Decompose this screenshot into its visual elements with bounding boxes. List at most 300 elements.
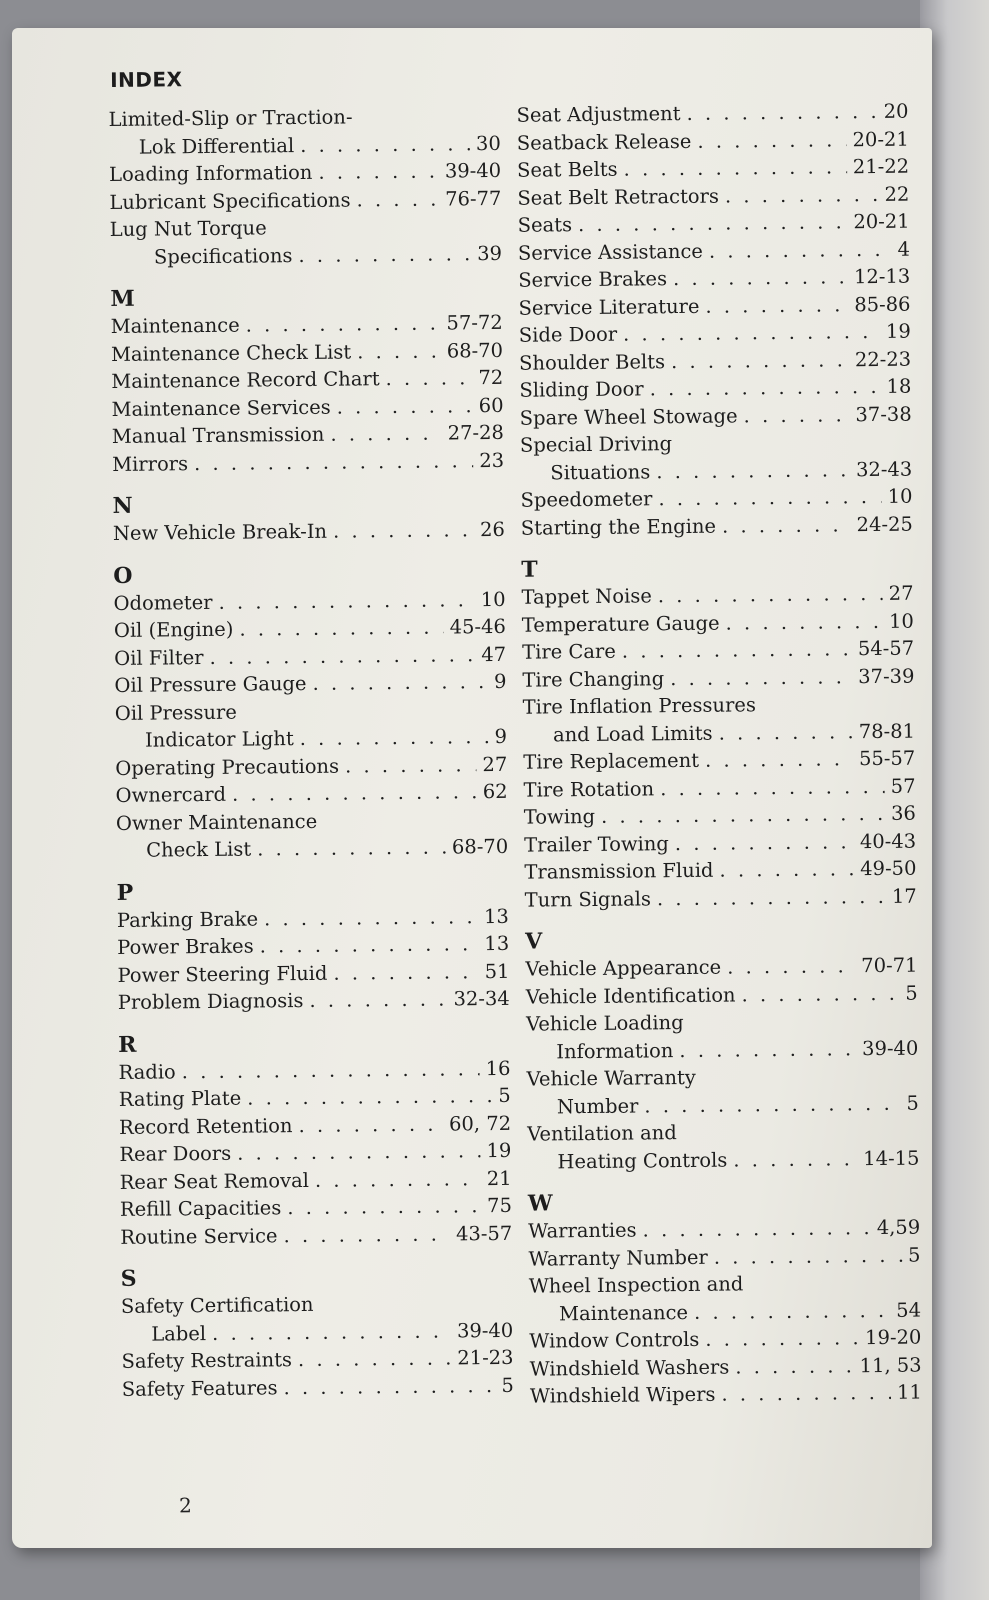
- dot-leader: [247, 1082, 492, 1112]
- entry-page: 14-15: [863, 1146, 920, 1170]
- index-entry: [526, 1034, 918, 1066]
- entry-page: 5: [501, 1373, 514, 1397]
- index-entry: [109, 129, 501, 161]
- index-entry-wrap: Special Driving: [519, 432, 673, 457]
- entry-page: 5: [905, 981, 918, 1005]
- dot-leader: [298, 240, 471, 269]
- entry-page: 4,59: [876, 1215, 921, 1240]
- index-entry: [117, 957, 509, 989]
- entry-page: 5: [906, 1091, 919, 1115]
- entry-page: 78-81: [858, 719, 916, 743]
- entry-page: 43-57: [455, 1221, 513, 1245]
- entry-page: 40-43: [859, 829, 917, 853]
- entry-text: Safety Features: [121, 1375, 278, 1401]
- entry-text: Oil (Engine): [113, 617, 234, 642]
- dot-leader: [642, 1214, 870, 1244]
- index-entry: [517, 180, 909, 212]
- index-entry-wrap: Vehicle Warranty: [526, 1065, 696, 1091]
- index-entry: [518, 290, 910, 322]
- entry-text: Manual Transmission: [111, 422, 325, 448]
- section-letter-r: R: [118, 1031, 137, 1058]
- entry-page: 26: [479, 517, 505, 542]
- entry-text: Maintenance Check List: [110, 339, 352, 366]
- index-entry: [117, 902, 509, 934]
- index-entry: [529, 1324, 921, 1356]
- index-heading: INDEX: [109, 67, 183, 92]
- dot-leader: [232, 778, 477, 808]
- entry-page: 10: [888, 609, 914, 633]
- index-entry: [112, 419, 504, 451]
- entry-page: 30: [475, 131, 501, 155]
- entry-text: Tappet Noise: [521, 584, 652, 609]
- entry-page: 47: [481, 642, 507, 666]
- entry-text: Record Retention: [118, 1113, 293, 1139]
- entry-text: Check List: [146, 837, 252, 862]
- dot-leader: [237, 1137, 481, 1167]
- dot-leader: [578, 208, 848, 238]
- entry-page: 60: [478, 393, 504, 417]
- index-entry: [522, 635, 914, 667]
- dot-leader: [312, 668, 488, 697]
- index-entry: [522, 662, 914, 694]
- index-entry: [523, 745, 915, 777]
- index-entry-wrap: Ventilation and: [527, 1121, 677, 1146]
- index-entry-wrap: Tire Inflation Pressures: [522, 693, 757, 719]
- dot-leader: [741, 979, 899, 1008]
- index-entry: [118, 985, 510, 1017]
- entry-page: 54-57: [857, 636, 915, 661]
- section-letter-m: M: [110, 285, 135, 312]
- dot-leader: [287, 1192, 481, 1222]
- index-entry: [110, 239, 502, 271]
- entry-page: 27-28: [447, 420, 504, 445]
- entry-page: 57: [890, 774, 916, 798]
- entry-page: 36: [890, 801, 916, 825]
- entry-page: 12-13: [853, 264, 911, 289]
- index-entry: [113, 516, 505, 548]
- index-entry: [112, 446, 504, 478]
- index-entry: [519, 373, 911, 405]
- index-entry: [526, 979, 918, 1011]
- entry-page: 57-72: [446, 310, 503, 335]
- entry-text: Specifications: [153, 243, 293, 269]
- dot-leader: [705, 745, 853, 774]
- dot-leader: [658, 580, 883, 610]
- index-entry: [529, 1296, 921, 1328]
- entry-page: 21-22: [852, 154, 910, 179]
- dot-leader: [182, 1055, 480, 1086]
- entry-page: 10: [887, 484, 913, 508]
- dot-leader: [356, 185, 439, 213]
- entry-text: Situations: [550, 459, 651, 484]
- index-entry: [121, 1344, 513, 1376]
- entry-text: Maintenance Services: [111, 395, 331, 421]
- index-entry: [122, 1371, 514, 1403]
- entry-page: 37-38: [855, 402, 912, 426]
- dot-leader: [601, 800, 885, 830]
- dot-leader: [725, 180, 879, 209]
- index-entry: [517, 153, 909, 185]
- dot-leader: [218, 586, 474, 616]
- dot-leader: [705, 1324, 859, 1353]
- entry-page: 19-20: [864, 1325, 922, 1350]
- entry-page: 18: [886, 374, 912, 398]
- entry-page: 32-43: [855, 457, 913, 481]
- dot-leader: [300, 130, 470, 159]
- entry-page: 75: [486, 1193, 513, 1218]
- index-entry: [109, 184, 501, 216]
- entry-page: 21-23: [457, 1345, 514, 1370]
- page-number: 2: [178, 1493, 192, 1518]
- index-entry: [517, 125, 909, 157]
- entry-page: 5: [907, 1243, 921, 1267]
- entry-page: 19: [885, 319, 911, 343]
- entry-page: 20-21: [852, 127, 909, 151]
- entry-text: Seat Belt Retractors: [517, 184, 720, 210]
- dot-leader: [298, 1110, 443, 1139]
- index-entry: [528, 1214, 920, 1246]
- index-entry-wrap: Safety Certification: [120, 1292, 314, 1318]
- dot-leader: [719, 855, 854, 884]
- entry-text: Service Literature: [518, 294, 700, 320]
- dot-leader: [623, 153, 847, 183]
- entry-page: 27: [482, 752, 508, 776]
- entry-page: 27: [888, 581, 914, 605]
- index-entry-wrap: Oil Pressure: [114, 700, 237, 725]
- dot-leader: [300, 723, 489, 752]
- entry-text: Safety Restraints: [121, 1348, 293, 1373]
- dot-leader: [722, 511, 851, 540]
- entry-page: 37-39: [858, 664, 915, 688]
- entry-text: and Load Limits: [552, 721, 713, 746]
- dot-leader: [246, 310, 441, 340]
- dot-leader: [209, 641, 475, 671]
- index-entry: [111, 364, 503, 396]
- section-letter-o: O: [113, 562, 133, 589]
- entry-page: 11, 53: [859, 1353, 922, 1377]
- index-entry: [111, 309, 503, 341]
- dot-leader: [623, 318, 880, 348]
- dot-leader: [735, 1352, 854, 1381]
- index-entry: [114, 640, 506, 672]
- dot-leader: [743, 401, 849, 430]
- entry-text: Radio: [118, 1059, 176, 1084]
- dot-leader: [309, 985, 447, 1014]
- entry-text: Service Brakes: [518, 267, 668, 292]
- entry-text: Starting the Engine: [520, 514, 717, 540]
- dot-leader: [718, 718, 852, 747]
- entry-text: Routine Service: [120, 1223, 278, 1249]
- entry-page: 85-86: [854, 292, 911, 316]
- entry-text: Vehicle Identification: [525, 982, 736, 1009]
- section-letter-p: P: [116, 879, 134, 906]
- entry-page: 72: [478, 365, 504, 390]
- dot-leader: [709, 235, 892, 264]
- dot-leader: [675, 828, 854, 857]
- entry-page: 21: [486, 1166, 512, 1190]
- index-entry: [120, 1164, 512, 1196]
- entry-text: Turn Signals: [524, 886, 652, 912]
- index-entry: [119, 1109, 511, 1141]
- section-letter-v: V: [525, 928, 543, 955]
- entry-text: Service Assistance: [517, 239, 704, 265]
- index-entry: [115, 778, 507, 810]
- entry-page: 22: [884, 182, 910, 206]
- dot-leader: [656, 456, 850, 486]
- entry-text: Lubricant Specifications: [109, 187, 351, 214]
- entry-text: Transmission Fluid: [524, 858, 714, 884]
- entry-text: Tire Care: [522, 639, 616, 664]
- dot-leader: [673, 263, 848, 292]
- index-entry-wrap: Owner Maintenance: [115, 809, 318, 835]
- dot-leader: [212, 1317, 451, 1347]
- entry-text: Seatback Release: [516, 129, 692, 155]
- dot-leader: [679, 1035, 856, 1064]
- index-entry: [120, 1219, 512, 1251]
- entry-page: 39-40: [861, 1036, 919, 1060]
- entry-text: Indicator Light: [144, 727, 294, 752]
- entry-page: 19: [486, 1138, 512, 1163]
- entry-page: 20-21: [853, 209, 910, 234]
- entry-text: Vehicle Appearance: [525, 955, 722, 981]
- dot-leader: [318, 158, 439, 187]
- entry-text: Windshield Wipers: [529, 1382, 716, 1408]
- index-entry: [522, 607, 914, 639]
- entry-page: 76-77: [445, 186, 502, 210]
- entry-text: Refill Capacities: [119, 1196, 282, 1221]
- entry-page: 60, 72: [448, 1111, 512, 1135]
- entry-page: 17: [891, 884, 917, 908]
- entry-text: Maintenance Record Chart: [111, 367, 380, 393]
- entry-text: Power Brakes: [117, 934, 254, 959]
- entry-text: Information: [556, 1038, 674, 1063]
- dot-leader: [315, 1165, 481, 1194]
- entry-page: 32-34: [453, 986, 510, 1011]
- index-column-right: [516, 98, 922, 1411]
- entry-text: Window Controls: [529, 1327, 700, 1353]
- entry-text: Ownercard: [115, 782, 227, 807]
- entry-text: Seat Adjustment: [516, 102, 681, 127]
- entry-page: 68-70: [446, 338, 504, 362]
- index-entry: [525, 882, 917, 914]
- entry-text: Oil Pressure Gauge: [114, 671, 307, 697]
- entry-text: Oil Filter: [114, 645, 204, 670]
- entry-page: 45-46: [449, 614, 506, 639]
- entry-page: 23: [479, 448, 505, 472]
- entry-text: Shoulder Belts: [518, 349, 666, 375]
- dot-leader: [686, 98, 877, 128]
- dot-leader: [694, 1296, 890, 1326]
- index-entry: [121, 1316, 513, 1348]
- index-entry: [530, 1351, 922, 1383]
- entry-text: Lok Differential: [138, 133, 295, 159]
- entry-page: 13: [483, 904, 510, 928]
- entry-text: Trailer Towing: [524, 831, 669, 857]
- entry-page: 11: [896, 1380, 923, 1404]
- entry-text: Tire Replacement: [523, 748, 700, 774]
- entry-text: Seats: [517, 213, 573, 237]
- section-letter-s: S: [120, 1265, 137, 1292]
- entry-text: Rear Seat Removal: [119, 1168, 310, 1194]
- dot-leader: [671, 346, 849, 375]
- index-entry: [523, 717, 915, 749]
- index-content: [108, 60, 933, 1518]
- entry-text: Windshield Washers: [529, 1355, 730, 1381]
- dot-leader: [714, 1241, 903, 1270]
- index-entry: [524, 827, 916, 859]
- dot-leader: [283, 1372, 495, 1402]
- entry-text: Warranty Number: [528, 1245, 708, 1271]
- entry-text: Number: [556, 1094, 639, 1118]
- entry-text: Towing: [523, 804, 596, 829]
- entry-page: 24-25: [856, 512, 913, 536]
- entry-text: Problem Diagnosis: [117, 989, 304, 1014]
- section-letter-w: W: [527, 1190, 553, 1217]
- index-entry: [518, 208, 910, 240]
- entry-page: 39-40: [444, 158, 502, 183]
- entry-page: 62: [482, 779, 508, 804]
- dot-leader: [658, 483, 882, 513]
- entry-page: 5: [498, 1083, 511, 1107]
- index-entry: [119, 1137, 511, 1169]
- index-entry-wrap: Limited-Slip or Traction-: [108, 105, 353, 131]
- entry-page: 55-57: [858, 746, 916, 771]
- dot-leader: [657, 882, 886, 912]
- dot-leader: [257, 834, 446, 863]
- entry-page: 49-50: [860, 856, 917, 881]
- index-entry: [520, 483, 912, 515]
- entry-text: Heating Controls: [557, 1148, 728, 1173]
- index-entry: [114, 613, 506, 645]
- index-entry: [115, 750, 507, 782]
- dot-leader: [337, 392, 473, 421]
- entry-page: 4: [897, 237, 911, 261]
- entry-text: Sliding Door: [519, 377, 644, 402]
- dot-leader: [733, 1145, 857, 1174]
- index-entry-wrap: Wheel Inspection and: [528, 1272, 744, 1298]
- entry-text: Maintenance: [110, 313, 240, 338]
- entry-page: 68-70: [451, 834, 509, 859]
- entry-page: 51: [484, 959, 510, 983]
- dot-leader: [345, 751, 477, 780]
- index-entry: [518, 235, 910, 267]
- index-entry: [111, 336, 503, 368]
- index-entry: [519, 345, 911, 377]
- entry-page: 20: [883, 99, 909, 123]
- index-entry-wrap: Lug Nut Torque: [109, 216, 267, 241]
- index-entry: [527, 1144, 919, 1176]
- index-entry: [120, 1192, 512, 1224]
- entry-text: Side Door: [518, 322, 618, 347]
- entry-page: 10: [480, 587, 506, 611]
- dot-leader: [649, 373, 880, 403]
- index-entry: [524, 855, 916, 887]
- index-entry: [518, 263, 910, 295]
- entry-page: 54: [896, 1298, 922, 1322]
- dot-leader: [333, 958, 478, 987]
- index-entry: [519, 318, 911, 350]
- index-entry: [520, 400, 912, 432]
- entry-page: 9: [494, 724, 508, 748]
- entry-text: Label: [151, 1321, 207, 1346]
- entry-text: Tire Changing: [522, 666, 665, 692]
- entry-text: Loading Information: [108, 160, 313, 186]
- entry-page: 9: [493, 669, 507, 693]
- dot-leader: [725, 607, 883, 636]
- index-entry: [523, 772, 915, 804]
- entry-page: 13: [484, 931, 510, 956]
- index-entry: [114, 668, 506, 700]
- entry-text: Spare Wheel Stowage: [519, 403, 738, 430]
- index-entry: [117, 930, 509, 962]
- entry-page: 70-71: [861, 953, 918, 978]
- index-entry: [115, 723, 507, 755]
- entry-page: 16: [485, 1056, 511, 1080]
- dot-leader: [330, 420, 441, 449]
- entry-page: 39-40: [456, 1318, 514, 1342]
- entry-page: 22-23: [854, 347, 912, 371]
- dot-leader: [622, 635, 852, 665]
- entry-text: Temperature Gauge: [521, 611, 720, 637]
- index-entry: [521, 580, 913, 612]
- entry-text: Operating Precautions: [115, 754, 340, 780]
- index-entry: [524, 800, 916, 832]
- dot-leader: [260, 930, 479, 960]
- dot-leader: [239, 614, 444, 644]
- entry-text: Seat Belts: [516, 157, 618, 182]
- index-entry: [527, 1089, 919, 1121]
- index-entry: [111, 391, 503, 423]
- entry-text: Warranties: [528, 1218, 637, 1243]
- index-entry: [119, 1082, 511, 1114]
- index-entry: [116, 833, 508, 865]
- index-entry: [525, 952, 917, 984]
- index-entry: [521, 510, 913, 542]
- dot-leader: [705, 291, 848, 320]
- index-column-left: [108, 102, 514, 1403]
- entry-text: Rear Doors: [119, 1141, 232, 1166]
- dot-leader: [357, 337, 441, 365]
- index-entry: [109, 157, 501, 189]
- dot-leader: [298, 1344, 452, 1373]
- entry-text: Tire Rotation: [523, 776, 655, 802]
- dot-leader: [644, 1089, 900, 1119]
- entry-text: Parking Brake: [116, 906, 259, 932]
- entry-text: Odometer: [113, 590, 213, 615]
- index-entry: [113, 585, 505, 617]
- entry-text: Maintenance: [558, 1300, 689, 1325]
- dot-leader: [264, 903, 478, 933]
- booklet-page: [12, 28, 932, 1548]
- entry-text: New Vehicle Break-In: [112, 519, 328, 545]
- dot-leader: [697, 126, 846, 155]
- dot-leader: [333, 516, 474, 545]
- entry-text: Rating Plate: [118, 1086, 242, 1111]
- entry-text: Power Steering Fluid: [117, 961, 328, 987]
- index-entry-wrap: Vehicle Loading: [525, 1011, 684, 1036]
- index-entry: [520, 455, 912, 487]
- dot-leader: [660, 772, 885, 802]
- dot-leader: [670, 663, 852, 692]
- dot-leader: [194, 447, 474, 477]
- entry-text: Mirrors: [112, 451, 189, 476]
- index-entry: [516, 98, 908, 130]
- dot-leader: [283, 1220, 450, 1249]
- index-entry: [528, 1241, 920, 1273]
- dot-leader: [727, 952, 855, 981]
- entry-page: 39: [477, 241, 503, 265]
- section-letter-t: T: [521, 556, 538, 583]
